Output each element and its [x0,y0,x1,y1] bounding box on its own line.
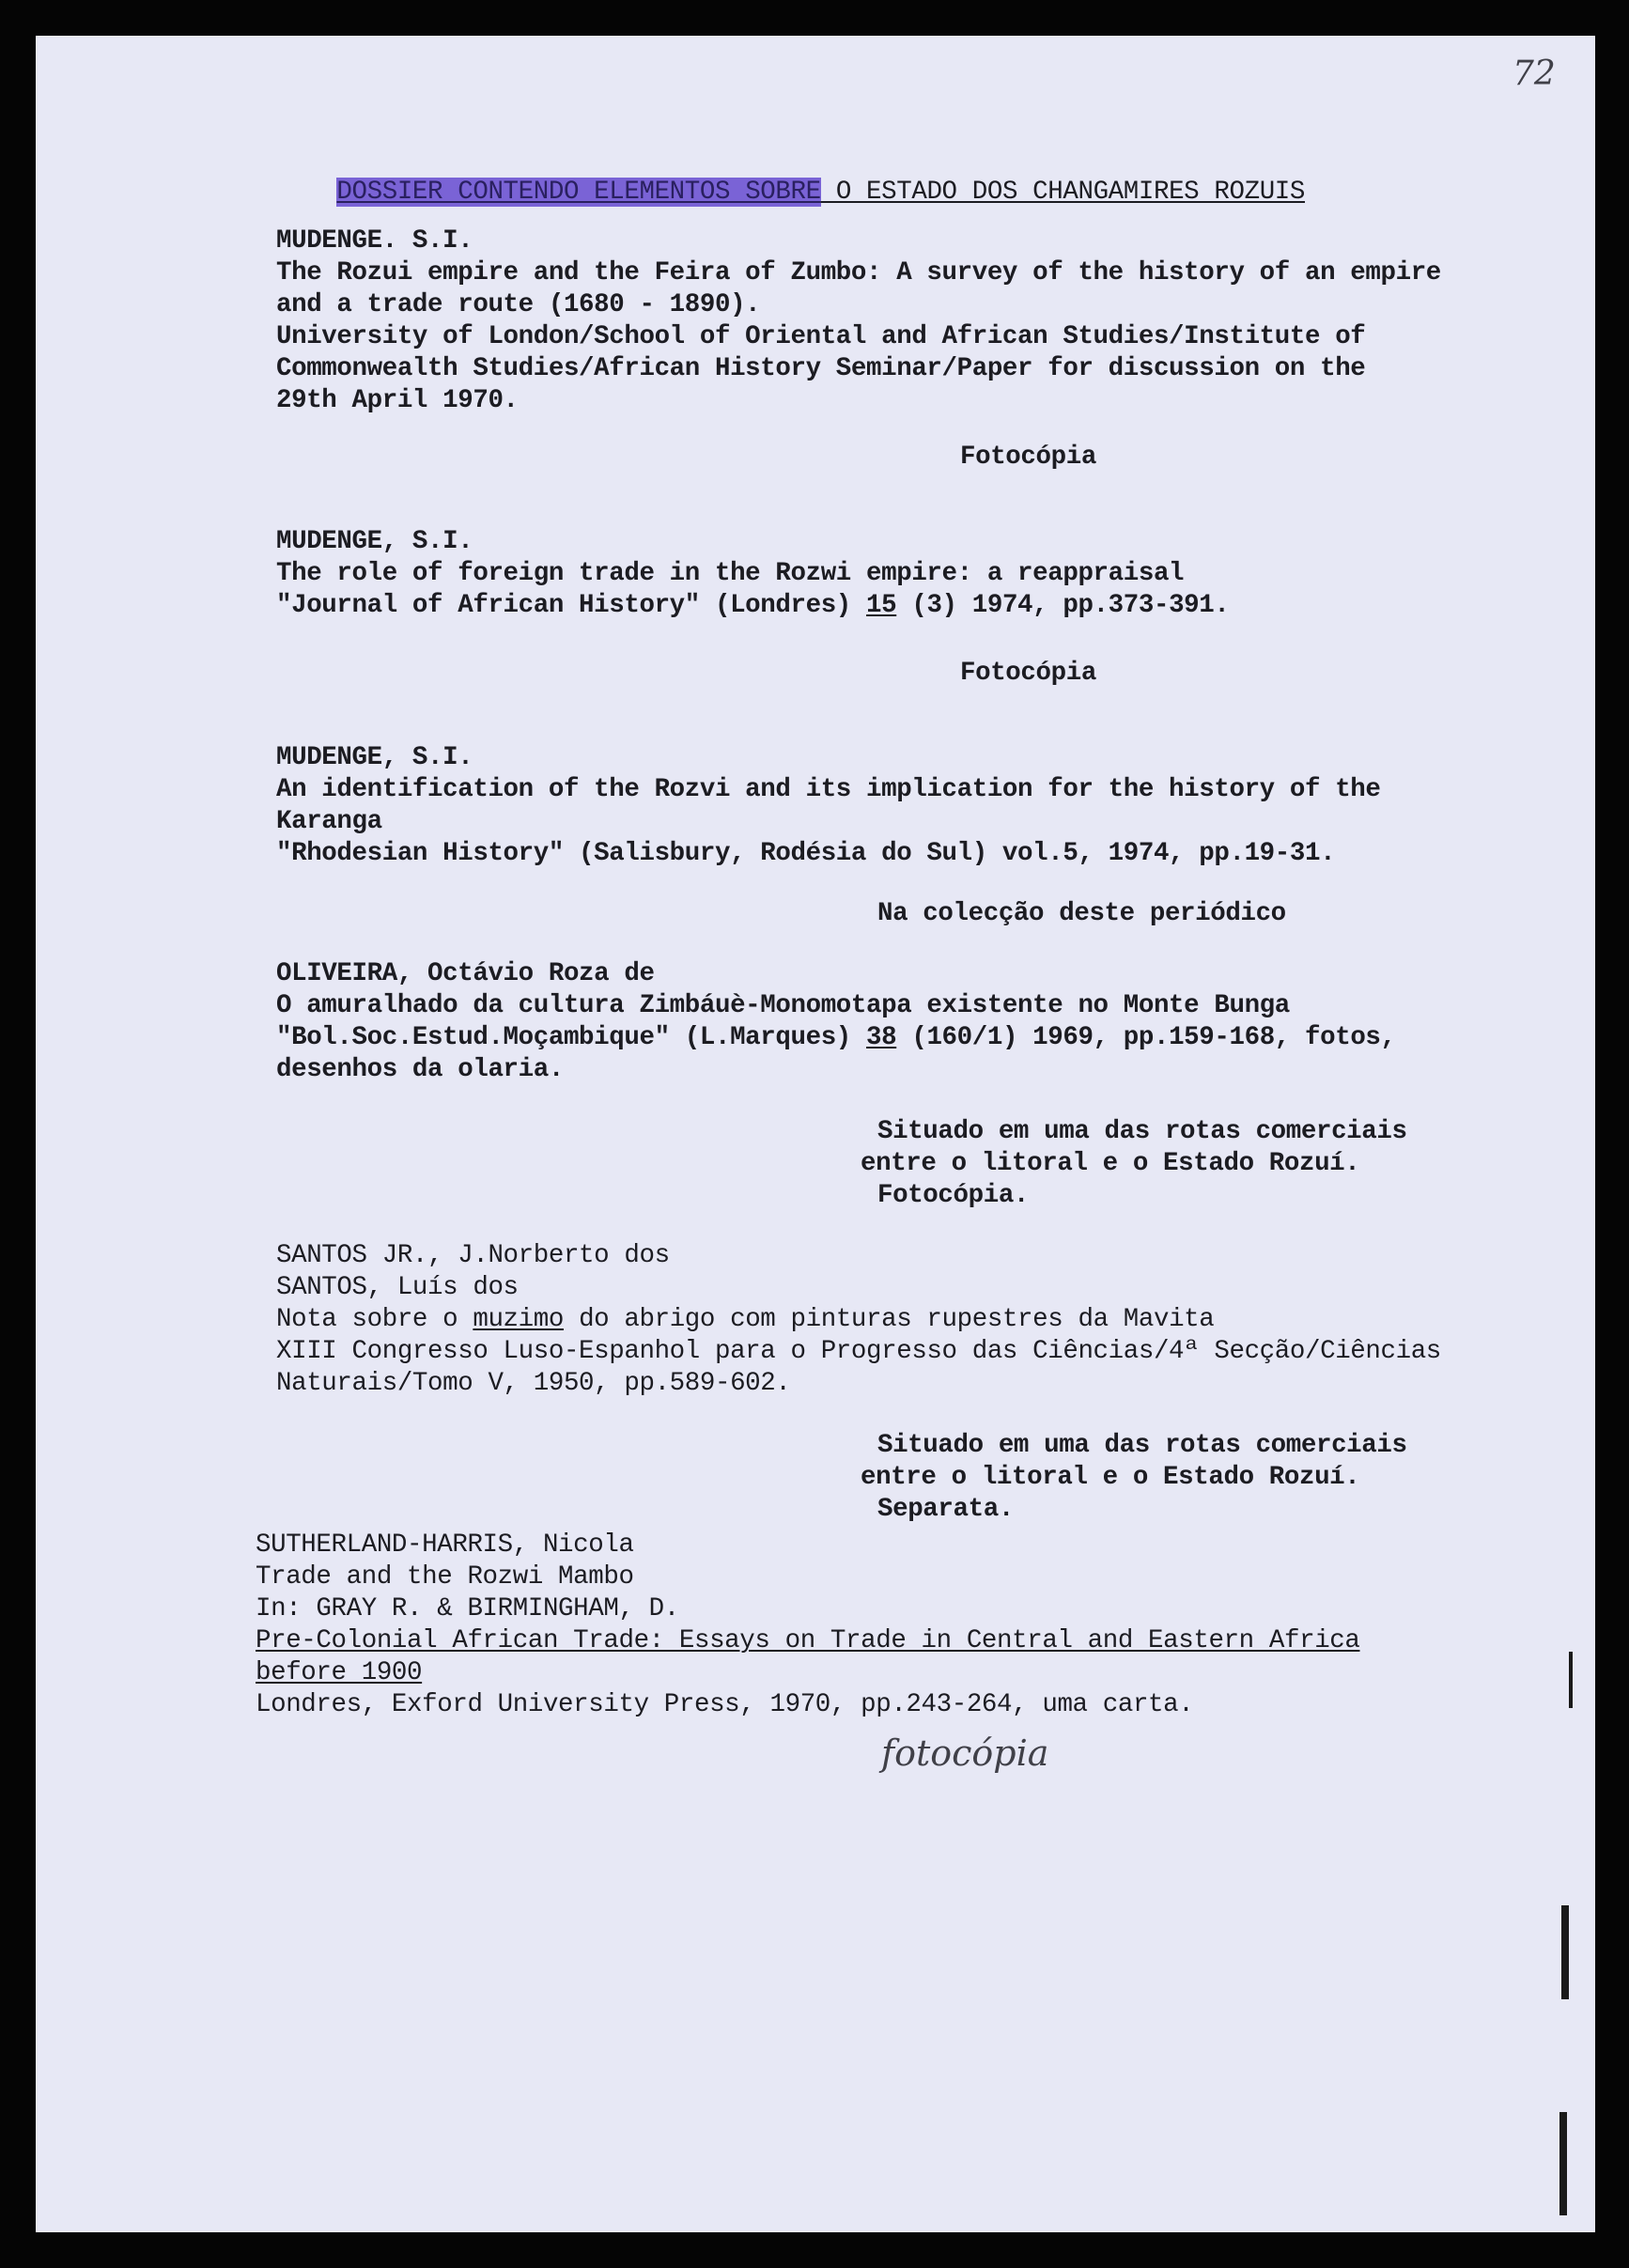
entry-1-line: 29th April 1970. [276,386,519,415]
entry-5-author-2: SANTOS, Luís dos [276,1273,519,1302]
entry-1-line: The Rozui empire and the Feira of Zumbo: A survey of the history of an empire [276,258,1441,287]
entry-5-note: Separata. [877,1495,1014,1524]
document-page [36,36,1595,2232]
title-text: do abrigo com pinturas rupestres da Mavita [563,1305,1215,1334]
entry-4-author: OLIVEIRA, Octávio Roza de [276,959,655,988]
entry-1-note: Fotocópia [960,443,1096,472]
entry-3-line: "Rhodesian History" (Salisbury, Rodésia do Sul) vol.5, 1974, pp.19-31. [276,839,1336,868]
heading-highlighted-part: DOSSIER CONTENDO ELEMENTOS SOBRE [336,178,821,207]
heading-rest: O ESTADO DOS CHANGAMIRES ROZUIS [820,178,1306,207]
entry-5-title-line [276,1304,1214,1336]
entry-3-author: MUDENGE, S.I. [276,743,473,772]
margin-mark [1561,1905,1569,1999]
entry-2-journal-line [276,590,1230,622]
entry-3-line: Karanga [276,807,382,836]
journal-volume: 15 [866,591,897,620]
entry-4-note: Situado em uma das rotas comerciais [877,1117,1407,1146]
entry-5-line: Naturais/Tomo V, 1950, pp.589-602. [276,1369,791,1398]
entry-2-author: MUDENGE, S.I. [276,527,473,556]
journal-text: "Journal of African History" (Londres) [276,591,867,620]
entry-6-publisher-line: Londres, Exford University Press, 1970, pp.243-264, uma carta. [256,1690,1194,1719]
entry-3-note: Na colecção deste periódico [877,899,1286,928]
entry-6-book-title: before 1900 [256,1658,423,1687]
journal-text: "Bol.Soc.Estud.Moçambique" (L.Marques) [276,1023,867,1052]
margin-mark [1569,1652,1573,1708]
entry-1-line: University of London/School of Oriental and African Studies/Institute of [276,322,1366,351]
entry-1-line: and a trade route (1680 - 1890). [276,290,761,319]
page-number: 72 [1513,54,1556,93]
journal-text: (3) 1974, pp.373-391. [896,591,1230,620]
title-text: Nota sobre o [276,1305,473,1334]
entry-4-note: Fotocópia. [877,1181,1030,1210]
entry-4-note: entre o litoral e o Estado Rozuí. [861,1149,1360,1178]
entry-3-line: An identification of the Rozvi and its implication for the history of the [276,775,1381,804]
entry-6-book-title: Pre-Colonial African Trade: Essays on Trade in Central and Eastern Africa [256,1626,1360,1655]
entry-6-line: Trade and the Rozwi Mambo [256,1562,634,1592]
entry-5-note: Situado em uma das rotas comerciais [877,1431,1407,1460]
entry-2-note: Fotocópia [960,659,1096,688]
entry-6-line: In: GRAY R. & BIRMINGHAM, D. [256,1594,679,1623]
entry-4-journal-line [276,1022,1396,1054]
entry-5-line: XIII Congresso Luso-Espanhol para o Progresso das Ciências/4ª Secção/Ciências [276,1337,1441,1366]
handwritten-note: fotocópia [881,1732,1049,1774]
journal-text: (160/1) 1969, pp.159-168, fotos, [896,1023,1396,1052]
entry-4-line: desenhos da olaria. [276,1055,564,1084]
entry-5-author: SANTOS JR., J.Norberto dos [276,1241,670,1270]
entry-5-note: entre o litoral e o Estado Rozuí. [861,1463,1360,1492]
entry-2-line: The role of foreign trade in the Rozwi empire: a reappraisal [276,559,1185,588]
title-underlined-word: muzimo [473,1305,564,1334]
entry-1-author: MUDENGE. S.I. [276,226,473,256]
journal-volume: 38 [866,1023,897,1052]
entry-4-line: O amuralhado da cultura Zimbáuè-Monomotapa existente no Monte Bunga [276,991,1290,1020]
entry-1-line: Commonwealth Studies/African History Seminar/Paper for discussion on the [276,354,1366,383]
entry-6-author: SUTHERLAND-HARRIS, Nicola [256,1530,634,1560]
margin-mark [1559,2112,1567,2215]
